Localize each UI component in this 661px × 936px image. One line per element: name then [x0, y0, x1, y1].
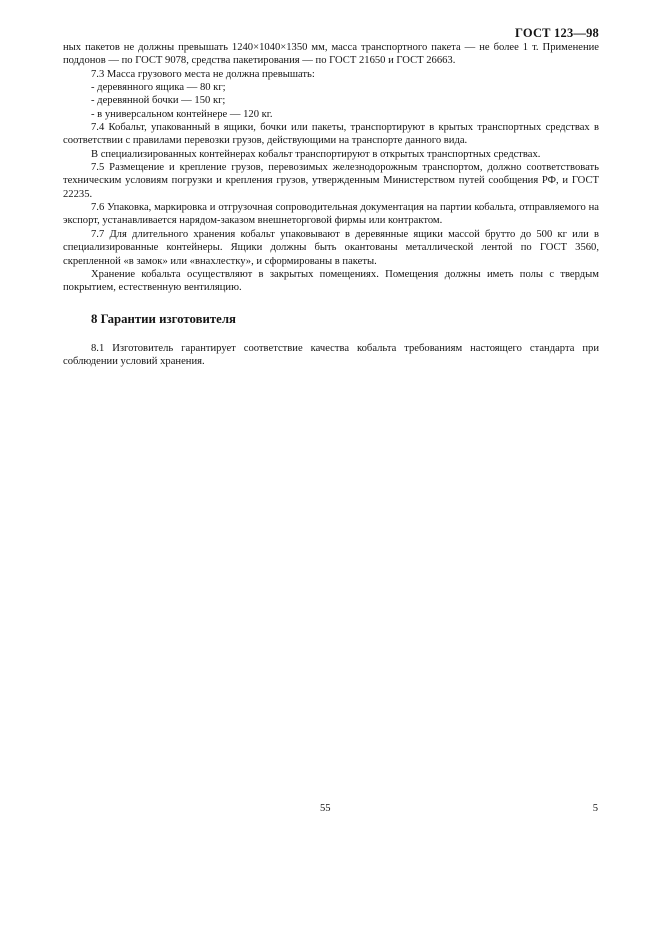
document-body: [63, 41, 599, 368]
clause-7-5: 7.5 Размещение и крепление грузов, перевозимых железнодорожным транспортом, должно соответствовать техническим условиям погрузки и крепления грузов, утвержденным Министерством путей сообщения РФ, и ГОСТ 22235.: [63, 162, 599, 200]
clause-7-7: 7.7 Для длительного хранения кобальт упаковывают в деревянные ящики массой брутто до 500 кг или в специализированные контейнеры. Ящики должны быть окантованы металлической лентой по ГОСТ 3560, скрепленной «в замок» или «внахлестку», и сформированы в пакеты.: [63, 228, 599, 267]
clause-8-1: 8.1 Изготовитель гарантирует соответствие качества кобальта требованиям настоящего стандарта при соблюдении условий хранения.: [63, 342, 599, 367]
paragraph-continuation: ных пакетов не должны превышать 1240×1040×1350 мм, масса транспортного пакета — не более 1 т. Применение поддонов — по ГОСТ 9078, средства пакетирования — по ГОСТ 21650 и ГОСТ 26663.: [63, 42, 599, 67]
clause-7-3: 7.3 Масса грузового места не должна превышать:: [91, 68, 315, 80]
clause-7-6: 7.6 Упаковка, маркировка и отгрузочная сопроводительная документация на партии кобальта, отправляемого на экспорт, устанавливается нарядом-заказом внешнеторговой фирмы или контрактом.: [63, 202, 599, 227]
paragraph-open-transport: В специализированных контейнерах кобальт транспортируют в открытых транспортных средствах.: [91, 148, 541, 160]
document-code: ГОСТ 123—98: [515, 26, 599, 40]
list-item-wooden-barrel: - деревянной бочки — 150 кг;: [91, 95, 226, 107]
footer-center-number: 55: [320, 803, 331, 814]
paragraph-storage: Хранение кобальта осуществляют в закрытых помещениях. Помещения должны иметь полы с твердым покрытием, естественную вентиляцию.: [63, 268, 599, 294]
section-8-title: 8 Гарантии изготовителя: [91, 311, 236, 326]
list-item-container: - в универсальном контейнере — 120 кг.: [91, 108, 273, 120]
clause-7-4: 7.4 Кобальт, упакованный в ящики, бочки или пакеты, транспортируют в крытых транспортных средствах в соответствии с правилами перевозки грузов, действующими на транспорте данного вида.: [63, 122, 599, 147]
list-item-wooden-box: - деревянного ящика — 80 кг;: [91, 82, 226, 94]
page-number: 5: [592, 803, 598, 814]
